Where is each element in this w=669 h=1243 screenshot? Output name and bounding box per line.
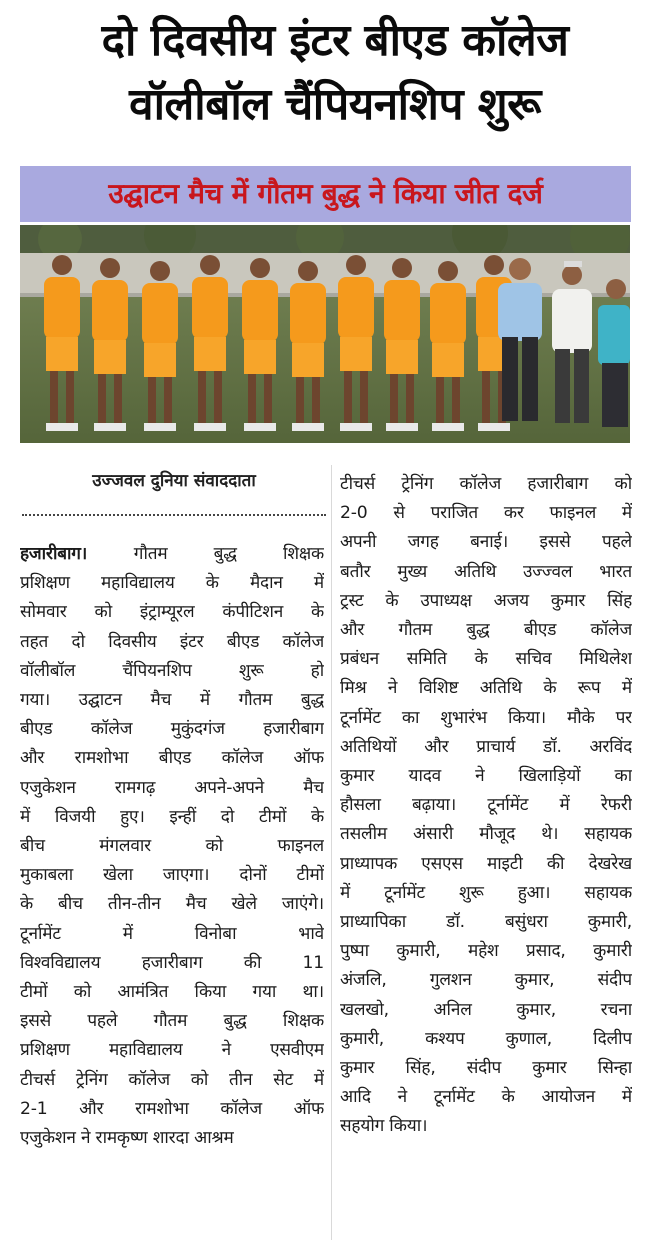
byline-box	[22, 468, 326, 516]
article-line	[340, 791, 632, 820]
article-line-text: अतिथियों और प्राचार्य डॉ. अरविंद	[340, 736, 632, 757]
article-line	[20, 1036, 324, 1065]
article-line	[340, 908, 632, 937]
byline: उज्जवल दुनिया संवाददाता	[92, 471, 256, 491]
column-divider	[331, 465, 332, 1240]
article-line-text: बीएड कॉलेज मुकुंदगंज हजारीबाग	[20, 719, 324, 740]
article-line-text: टीचर्स ट्रेनिंग कॉलेज को तीन सेट में	[20, 1069, 324, 1090]
team-photo	[20, 225, 630, 443]
article-line-text: वॉलीबॉल चैंपियनशिप शुरू हो	[20, 660, 324, 681]
subheadline-banner	[20, 166, 631, 222]
article-line	[20, 978, 324, 1007]
article-line	[20, 1095, 324, 1124]
article-line	[340, 558, 632, 587]
article-line-text: में टूर्नामेंट शुरू हुआ। सहायक	[340, 882, 632, 903]
article-line	[340, 674, 632, 703]
article-line-text: 2-0 से पराजित कर फाइनल में	[340, 503, 632, 524]
article-line-text: तसलीम अंसारी मौजूद थे। सहायक	[340, 824, 632, 845]
article-line-text: खलखो, अनिल कुमार, रचना	[340, 999, 632, 1020]
article-line	[340, 645, 632, 674]
headline-line-1: दो दिवसीय इंटर बीएड कॉलेज	[101, 15, 569, 66]
headline-line-2: वॉलीबॉल चैंपियनशिप शुरू	[129, 79, 541, 130]
article-line	[20, 540, 324, 569]
article-line-text: एजुकेशन ने रामकृष्ण शारदा आश्रम	[20, 1128, 234, 1149]
article-line-text: इससे पहले गौतम बुद्ध शिक्षक	[20, 1011, 324, 1032]
article-line	[340, 470, 632, 499]
article-line	[20, 949, 324, 978]
article-line-text: और रामशोभा बीएड कॉलेज ऑफ	[20, 748, 324, 769]
article-line	[340, 1054, 632, 1083]
article-line	[20, 920, 324, 949]
article-column-right	[340, 470, 632, 1142]
article-line	[340, 879, 632, 908]
article-line-text: कुमार यादव ने खिलाड़ियों का	[340, 766, 632, 787]
article-line	[340, 820, 632, 849]
article-line-text: कुमार सिंह, संदीप कुमार सिन्हा	[340, 1058, 632, 1079]
article-line	[340, 996, 632, 1025]
article-line-text: प्रबंधन समिति के सचिव मिथिलेश	[340, 649, 632, 670]
article-line	[20, 1007, 324, 1036]
article-line	[340, 1083, 632, 1112]
article-line-text: सोमवार को इंट्राम्यूरल कंपीटिशन के	[20, 602, 324, 623]
article-line-text: टीमों को आमंत्रित किया गया था।	[20, 982, 324, 1003]
article-line	[20, 569, 324, 598]
article-line	[20, 803, 324, 832]
article-line-text: सहयोग किया।	[340, 1116, 428, 1137]
team-photo-icon	[20, 225, 630, 443]
article-line	[20, 1066, 324, 1095]
article-line-text: हौसला बढ़ाया। टूर्नामेंट में रेफरी	[340, 795, 632, 816]
article-line	[340, 1025, 632, 1054]
article-line-text: प्रशिक्षण महाविद्यालय ने एसवीएम	[20, 1040, 324, 1061]
article-line	[20, 628, 324, 657]
article-line	[20, 774, 324, 803]
article-line	[20, 832, 324, 861]
article-line	[340, 850, 632, 879]
article-line-text: टीचर्स ट्रेनिंग कॉलेज हजारीबाग को	[340, 474, 632, 494]
article-line-text: मुकाबला खेला जाएगा। दोनों टीमों	[20, 865, 324, 886]
article-line-text: मिश्र ने विशिष्ट अतिथि के रूप में	[340, 678, 632, 699]
article-line-text: कुमारी, कश्यप कुणाल, दिलीप	[340, 1028, 632, 1049]
article-line	[340, 499, 632, 528]
article-line-text: अंजलि, गुलशन कुमार, संदीप	[340, 970, 632, 991]
article-line-text: अपनी जगह बनाई। इससे पहले	[340, 532, 632, 553]
article-line-text: प्राध्यापक एसएस माइटी की देखरेख	[340, 853, 632, 874]
article-line-text: 2-1 और रामशोभा कॉलेज ऑफ	[20, 1098, 324, 1119]
article-line	[20, 890, 324, 919]
article-line	[20, 861, 324, 890]
article-line-text: गया। उद्घाटन मैच में गौतम बुद्ध	[20, 690, 324, 711]
article-line-text: एजुकेशन रामगढ़ अपने-अपने मैच	[20, 777, 324, 798]
article-line-text: बतौर मुख्य अतिथि उज्ज्वल भारत	[340, 561, 632, 582]
article-line-text: विश्वविद्यालय हजारीबाग की 11	[20, 952, 324, 973]
article-line-text: टूर्नामेंट में विनोबा भावे	[20, 923, 324, 944]
article-line	[20, 686, 324, 715]
article-line-text: और गौतम बुद्ध बीएड कॉलेज	[340, 620, 632, 641]
article-line	[20, 598, 324, 627]
article-line-text: गौतम बुद्ध शिक्षक	[133, 544, 324, 564]
article-line-text: प्राध्यापिका डॉ. बसुंधरा कुमारी,	[340, 912, 632, 933]
dateline: हजारीबाग।	[20, 544, 134, 564]
article-line	[340, 966, 632, 995]
article-line-text: ट्रस्ट के उपाध्यक्ष अजय कुमार सिंह	[340, 590, 632, 611]
article-line	[20, 715, 324, 744]
article-line	[340, 587, 632, 616]
article-line	[340, 1112, 632, 1141]
article-line	[340, 528, 632, 557]
subheadline-text: उद्घाटन मैच में गौतम बुद्ध ने किया जीत दर्ज	[108, 177, 543, 210]
article-line-text: तहत दो दिवसीय इंटर बीएड कॉलेज	[20, 631, 324, 652]
article-column-left	[20, 540, 324, 1153]
article-line	[20, 1124, 324, 1153]
article-line-text: में विजयी हुए। इन्हीं दो टीमों के	[20, 806, 324, 827]
article-line-text: बीच मंगलवार को फाइनल	[20, 836, 324, 857]
article-line	[340, 733, 632, 762]
article-line-text: पुष्पा कुमारी, महेश प्रसाद, कुमारी	[340, 941, 632, 962]
article-line-text: आदि ने टूर्नामेंट के आयोजन में	[340, 1087, 632, 1108]
article-line	[20, 657, 324, 686]
article-line	[340, 937, 632, 966]
article-line-text: के बीच तीन-तीन मैच खेले जाएंगे।	[20, 894, 324, 915]
article-line	[340, 762, 632, 791]
article-line	[20, 744, 324, 773]
article-line	[340, 616, 632, 645]
article-line-text: प्रशिक्षण महाविद्यालय के मैदान में	[20, 573, 324, 594]
article-line-text: टूर्नामेंट का शुभारंभ किया। मौके पर	[340, 707, 632, 728]
article-line	[340, 704, 632, 733]
